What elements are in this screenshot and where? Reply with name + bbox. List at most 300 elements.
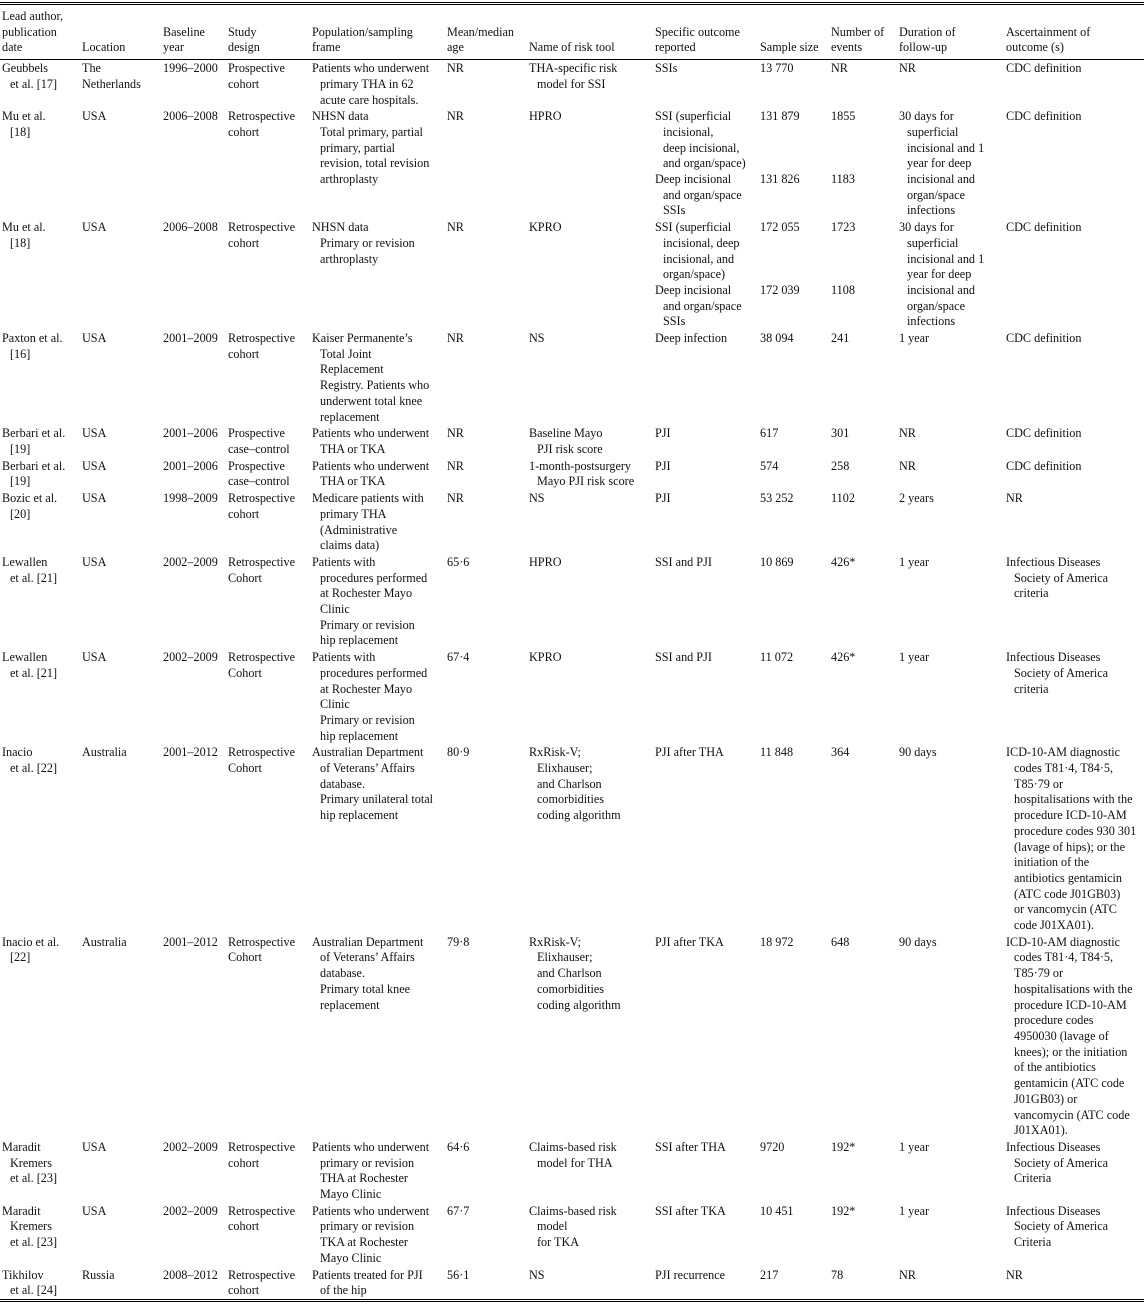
cell-risk-tool xyxy=(527,425,653,457)
events-value: 1102 xyxy=(831,491,855,506)
cell-population xyxy=(310,490,445,554)
cell-sample-size xyxy=(758,108,829,219)
text-line: KPRO xyxy=(529,220,562,235)
cell-risk-tool xyxy=(527,554,653,649)
cell-sample-size xyxy=(758,425,829,457)
text-line: Patients with xyxy=(312,650,376,665)
cell-risk-tool xyxy=(527,649,653,744)
cell-duration xyxy=(897,219,1004,330)
text-line: Society of America xyxy=(1014,1219,1109,1234)
cell-ascertainment xyxy=(1004,744,1144,933)
events-value: 258 xyxy=(831,458,850,473)
text-line: Retrospective xyxy=(228,331,296,346)
text-line: of the hip xyxy=(320,1283,367,1298)
cell-study-design xyxy=(226,108,310,219)
cell-location xyxy=(80,934,161,1139)
cell-population xyxy=(310,219,445,330)
text-line: et al. [21] xyxy=(10,665,58,680)
cell-risk-tool xyxy=(527,1203,653,1267)
cell-population xyxy=(310,554,445,649)
text-line: arthroplasty xyxy=(320,251,379,266)
cell-baseline-year: 2002–2009 xyxy=(163,1203,218,1218)
text-line: ICD-10-AM diagnostic xyxy=(1006,745,1121,760)
text-line: USA xyxy=(82,220,107,235)
cell-baseline-year: 2002–2009 xyxy=(163,1139,218,1154)
cell-ascertainment xyxy=(1004,425,1144,457)
cell-location xyxy=(80,1267,161,1301)
sample-size-value: 10 451 xyxy=(760,1203,794,1218)
cell-outcome xyxy=(653,330,758,425)
text-line: vancomycin (ATC code xyxy=(1014,1107,1130,1122)
cell-events xyxy=(829,554,897,649)
text-line: CDC definition xyxy=(1006,220,1082,235)
text-line: T85·79 or xyxy=(1014,776,1064,791)
text-line: NHSN data xyxy=(312,109,369,124)
text-line: et al. [22] xyxy=(10,761,58,776)
text-line: Berbari et al. xyxy=(2,426,66,441)
table-row xyxy=(0,1139,1144,1203)
cell-population xyxy=(310,1203,445,1267)
cell-population xyxy=(310,330,445,425)
cell-sample-size xyxy=(758,1139,829,1203)
events-value: 1108 xyxy=(831,282,855,297)
cell-events xyxy=(829,425,897,457)
text-line: PJI after TKA xyxy=(655,934,724,949)
text-line: cohort xyxy=(228,506,260,521)
text-line: Infectious Diseases xyxy=(1006,554,1101,569)
text-line: 1-month-postsurgery xyxy=(529,458,632,473)
cell-location xyxy=(80,1203,161,1267)
text-line: Sample size xyxy=(760,40,819,55)
cell-ascertainment xyxy=(1004,330,1144,425)
text-line: Prospective xyxy=(228,61,285,76)
cell-location xyxy=(80,219,161,330)
text-line: Elixhauser; xyxy=(537,761,593,776)
text-line: Mean/median xyxy=(447,24,515,39)
text-line: KPRO xyxy=(529,650,562,665)
cell-population xyxy=(310,60,445,109)
cell-baseline-year: 2008–2012 xyxy=(163,1267,218,1282)
cell-sample-size xyxy=(758,1267,829,1301)
text-line: (Administrative xyxy=(320,522,398,537)
text-line: hip replacement xyxy=(320,633,399,648)
header-baseline-year xyxy=(161,4,226,60)
text-line: Society of America xyxy=(1014,665,1109,680)
text-line: cohort xyxy=(228,1283,260,1298)
text-line: Duration of xyxy=(899,24,956,39)
text-line: for TKA xyxy=(537,1235,580,1250)
cell-events xyxy=(829,934,897,1139)
text-line: PJI recurrence xyxy=(655,1267,726,1282)
text-line: Registry. Patients who xyxy=(320,378,430,393)
cell-study-design xyxy=(226,60,310,109)
cell-events xyxy=(829,1267,897,1301)
outcome-entry xyxy=(655,555,756,571)
cell-events xyxy=(829,330,897,425)
events-value: 301 xyxy=(831,426,850,441)
text-line: and organ/space) xyxy=(663,156,746,171)
text-line: superficial xyxy=(907,124,959,139)
text-line: Mu et al. xyxy=(2,109,46,124)
cell-risk-tool xyxy=(527,108,653,219)
cell-baseline-year: 2001–2012 xyxy=(163,934,218,949)
cell-population xyxy=(310,458,445,490)
text-line: Kaiser Permanente’s xyxy=(312,331,413,346)
text-line: Primary or revision xyxy=(320,712,415,727)
events-value: 241 xyxy=(831,331,850,346)
text-line: hip replacement xyxy=(320,808,399,823)
cell-risk-tool xyxy=(527,934,653,1139)
text-line: Name of risk tool xyxy=(529,40,615,55)
text-line: Mayo Clinic xyxy=(320,1250,382,1265)
text-line: RxRisk-V; xyxy=(529,745,581,760)
text-line: model xyxy=(537,1219,568,1234)
cell-lead-author xyxy=(0,219,80,330)
cell-sample-size xyxy=(758,744,829,933)
text-line: et al. [17] xyxy=(10,76,58,91)
text-line: HPRO xyxy=(529,554,562,569)
cell-mean-age: 65·6 xyxy=(447,554,470,569)
text-line: Retrospective xyxy=(228,934,296,949)
text-line: Cohort xyxy=(228,761,262,776)
text-line: 1 year xyxy=(899,650,930,665)
cell-mean-age: 80·9 xyxy=(447,745,470,760)
text-line: CDC definition xyxy=(1006,426,1082,441)
cell-duration xyxy=(897,1139,1004,1203)
text-line: year for deep xyxy=(907,267,972,282)
sample-size-value: 217 xyxy=(760,1267,779,1282)
cell-lead-author xyxy=(0,490,80,554)
text-line: Patients who underwent xyxy=(312,61,430,76)
text-line: criteria xyxy=(1014,681,1049,696)
cell-population xyxy=(310,934,445,1139)
text-line: criteria xyxy=(1014,586,1049,601)
text-line: Total primary, partial xyxy=(320,124,423,139)
text-line: THA or TKA xyxy=(320,474,386,489)
text-line: NR xyxy=(1006,491,1023,506)
outcome-entry xyxy=(655,491,756,507)
text-line: code J01XA01). xyxy=(1014,918,1094,933)
text-line: of the antibiotics xyxy=(1014,1060,1096,1075)
outcome-entry xyxy=(655,172,756,219)
text-line: Number of xyxy=(831,24,885,39)
text-line: Tikhilov xyxy=(2,1267,44,1282)
text-line: infections xyxy=(907,314,956,329)
cell-baseline-year: 2002–2009 xyxy=(163,650,218,665)
text-line: PJI xyxy=(655,458,671,473)
text-line: Lewallen xyxy=(2,554,48,569)
text-line: acute care hospitals. xyxy=(320,92,419,107)
cell-study-design xyxy=(226,425,310,457)
text-line: antibiotics gentamicin xyxy=(1014,870,1122,885)
table-row xyxy=(0,1203,1144,1267)
cell-lead-author xyxy=(0,458,80,490)
cell-mean-age: NR xyxy=(447,426,464,441)
text-line: Patients who underwent xyxy=(312,458,430,473)
outcome-entry xyxy=(655,220,756,283)
cell-location xyxy=(80,744,161,933)
text-line: Lead author, xyxy=(2,9,64,23)
cell-ascertainment xyxy=(1004,554,1144,649)
cell-population xyxy=(310,1139,445,1203)
cell-ascertainment xyxy=(1004,108,1144,219)
cell-mean-age: 67·7 xyxy=(447,1203,470,1218)
text-line: CDC definition xyxy=(1006,109,1082,124)
text-line: NS xyxy=(529,491,545,506)
text-line: Prospective xyxy=(228,426,285,441)
text-line: deep incisional, xyxy=(663,140,740,155)
cell-lead-author xyxy=(0,744,80,933)
outcome-entry xyxy=(655,61,756,77)
cell-duration xyxy=(897,458,1004,490)
text-line: model for THA xyxy=(537,1155,613,1170)
text-line: USA xyxy=(82,650,107,665)
cell-duration xyxy=(897,554,1004,649)
events-value: 426* xyxy=(831,554,856,569)
events-value: 648 xyxy=(831,934,850,949)
cell-mean-age: NR xyxy=(447,458,464,473)
sample-size-value: 131 826 xyxy=(760,172,800,187)
cell-risk-tool xyxy=(527,219,653,330)
text-line: HPRO xyxy=(529,109,562,124)
header-events xyxy=(829,4,897,60)
cell-outcome xyxy=(653,744,758,933)
cell-lead-author xyxy=(0,1203,80,1267)
text-line: J01XA01). xyxy=(1014,1123,1068,1138)
text-line: at Rochester Mayo xyxy=(320,586,413,601)
text-line: or vancomycin (ATC xyxy=(1014,902,1117,917)
text-line: 2 years xyxy=(899,491,934,506)
outcome-entry xyxy=(655,426,756,442)
cell-lead-author xyxy=(0,425,80,457)
cell-events xyxy=(829,744,897,933)
text-line: Medicare patients with xyxy=(312,491,424,506)
events-value: 364 xyxy=(831,745,850,760)
cell-location xyxy=(80,60,161,109)
cell-ascertainment xyxy=(1004,1139,1144,1203)
text-line: NHSN data xyxy=(312,220,369,235)
cell-outcome xyxy=(653,425,758,457)
cell-baseline-year: 2001–2009 xyxy=(163,331,218,346)
text-line: [20] xyxy=(10,506,31,521)
cell-study-design xyxy=(226,744,310,933)
text-line: publication xyxy=(2,24,57,39)
text-line: primary, partial xyxy=(320,140,396,155)
sample-size-value: 53 252 xyxy=(760,491,794,506)
header-lead-author xyxy=(0,4,80,60)
text-line: NR xyxy=(1006,1267,1023,1282)
text-line: NS xyxy=(529,331,545,346)
table-row xyxy=(0,60,1144,109)
text-line: CDC definition xyxy=(1006,61,1082,76)
text-line: follow-up xyxy=(899,40,948,55)
table-row xyxy=(0,1267,1144,1301)
text-line: and organ/space xyxy=(663,298,742,313)
text-line: incisional and xyxy=(907,172,976,187)
text-line: infections xyxy=(907,203,956,218)
cell-location xyxy=(80,490,161,554)
text-line: age xyxy=(447,40,464,55)
text-line: of Veterans’ Affairs xyxy=(320,950,415,965)
text-line: NR xyxy=(899,1267,916,1282)
header-duration xyxy=(897,4,1004,60)
cell-outcome xyxy=(653,554,758,649)
cell-lead-author xyxy=(0,934,80,1139)
text-line: procedures performed xyxy=(320,570,428,585)
cell-sample-size xyxy=(758,490,829,554)
text-line: hip replacement xyxy=(320,728,399,743)
cell-risk-tool xyxy=(527,458,653,490)
cell-mean-age: NR xyxy=(447,491,464,506)
text-line: SSI (superficial xyxy=(655,220,732,235)
text-line: USA xyxy=(82,1139,107,1154)
cell-events xyxy=(829,490,897,554)
text-line: (lavage of hips); or the xyxy=(1014,839,1126,854)
text-line: Retrospective xyxy=(228,109,296,124)
text-line: 1 year xyxy=(899,554,930,569)
text-line: 1 year xyxy=(899,1139,930,1154)
text-line: [16] xyxy=(10,346,31,361)
cell-outcome xyxy=(653,649,758,744)
text-line: Society of America xyxy=(1014,570,1109,585)
cell-duration xyxy=(897,649,1004,744)
cell-population xyxy=(310,649,445,744)
cell-lead-author xyxy=(0,60,80,109)
text-line: USA xyxy=(82,554,107,569)
outcome-entry xyxy=(655,283,756,330)
sample-size-value: 13 770 xyxy=(760,61,794,76)
events-value: 78 xyxy=(831,1267,844,1282)
table-row xyxy=(0,108,1144,219)
cell-duration xyxy=(897,934,1004,1139)
outcome-entry xyxy=(655,935,756,951)
text-line: Retrospective xyxy=(228,745,296,760)
cell-sample-size xyxy=(758,330,829,425)
text-line: Australian Department xyxy=(312,934,424,949)
text-line: primary THA in 62 xyxy=(320,76,414,91)
text-line: primary or revision xyxy=(320,1219,415,1234)
text-line: USA xyxy=(82,491,107,506)
text-line: procedure ICD-10-AM xyxy=(1014,808,1127,823)
text-line: Baseline xyxy=(163,24,205,39)
text-line: incisional, deep xyxy=(663,235,740,250)
cell-population xyxy=(310,744,445,933)
text-line: frame xyxy=(312,40,341,55)
text-line: PJI after THA xyxy=(655,745,724,760)
table-header-row xyxy=(0,4,1144,60)
outcome-entry xyxy=(655,331,756,347)
cell-lead-author xyxy=(0,554,80,649)
text-line: SSIs xyxy=(655,61,678,76)
study-characteristics-table xyxy=(0,2,1144,1302)
cell-ascertainment xyxy=(1004,934,1144,1139)
cell-sample-size xyxy=(758,1203,829,1267)
text-line: Location xyxy=(82,40,126,55)
text-line: RxRisk-V; xyxy=(529,934,581,949)
text-line: [22] xyxy=(10,950,31,965)
text-line: 90 days xyxy=(899,934,937,949)
cell-baseline-year: 1998–2009 xyxy=(163,491,218,506)
cell-ascertainment xyxy=(1004,458,1144,490)
text-line: USA xyxy=(82,331,107,346)
text-line: Bozic et al. xyxy=(2,491,58,506)
cell-events xyxy=(829,1203,897,1267)
outcome-entry xyxy=(655,1204,756,1220)
cell-study-design xyxy=(226,330,310,425)
table-body xyxy=(0,60,1144,1301)
cell-events xyxy=(829,649,897,744)
events-value: 426* xyxy=(831,650,856,665)
text-line: CDC definition xyxy=(1006,458,1082,473)
text-line: 90 days xyxy=(899,745,937,760)
events-value: 1723 xyxy=(831,220,856,235)
cell-events xyxy=(829,60,897,109)
text-line: procedures performed xyxy=(320,665,428,680)
table-row xyxy=(0,554,1144,649)
cell-sample-size xyxy=(758,458,829,490)
text-line: incisional and 1 xyxy=(907,140,985,155)
text-line: design xyxy=(228,40,260,55)
cell-risk-tool xyxy=(527,330,653,425)
text-line: cohort xyxy=(228,1155,260,1170)
text-line: Patients treated for PJI xyxy=(312,1267,423,1282)
events-value: 1183 xyxy=(831,172,855,187)
sample-size-value: 38 094 xyxy=(760,331,794,346)
cell-study-design xyxy=(226,554,310,649)
text-line: PJI xyxy=(655,491,671,506)
cell-risk-tool xyxy=(527,1139,653,1203)
text-line: Inacio et al. xyxy=(2,934,60,949)
text-line: T85·79 or xyxy=(1014,966,1064,981)
cell-baseline-year: 2001–2006 xyxy=(163,426,218,441)
text-line: incisional and xyxy=(907,282,976,297)
cell-sample-size xyxy=(758,554,829,649)
cell-sample-size xyxy=(758,649,829,744)
table-row xyxy=(0,425,1144,457)
text-line: Kremers xyxy=(10,1155,52,1170)
text-line: Retrospective xyxy=(228,1139,296,1154)
cell-outcome xyxy=(653,60,758,109)
text-line: Population/sampling xyxy=(312,24,413,39)
cell-duration xyxy=(897,425,1004,457)
cell-baseline-year: 2006–2008 xyxy=(163,109,218,124)
cell-baseline-year: 2006–2008 xyxy=(163,220,218,235)
cell-ascertainment xyxy=(1004,649,1144,744)
text-line: Total Joint xyxy=(320,346,372,361)
text-line: Patients with xyxy=(312,554,376,569)
text-line: Primary or revision xyxy=(320,235,415,250)
sample-size-value: 172 039 xyxy=(760,282,800,297)
text-line: Infectious Diseases xyxy=(1006,1139,1101,1154)
sample-size-value: 574 xyxy=(760,458,779,473)
text-line: et al. [24] xyxy=(10,1283,58,1298)
text-line: at Rochester Mayo xyxy=(320,681,413,696)
text-line: USA xyxy=(82,458,107,473)
text-line: incisional, and xyxy=(663,251,735,266)
text-line: NS xyxy=(529,1267,545,1282)
text-line: cohort xyxy=(228,235,260,250)
sample-size-value: 18 972 xyxy=(760,934,794,949)
text-line: TKA at Rochester xyxy=(320,1235,408,1250)
text-line: cohort xyxy=(228,76,260,91)
text-line: SSIs xyxy=(663,314,686,329)
cell-mean-age: 67·4 xyxy=(447,650,470,665)
text-line: cohort xyxy=(228,1219,260,1234)
outcome-entry xyxy=(655,1140,756,1156)
cell-events xyxy=(829,1139,897,1203)
cell-sample-size xyxy=(758,219,829,330)
text-line: USA xyxy=(82,1203,107,1218)
